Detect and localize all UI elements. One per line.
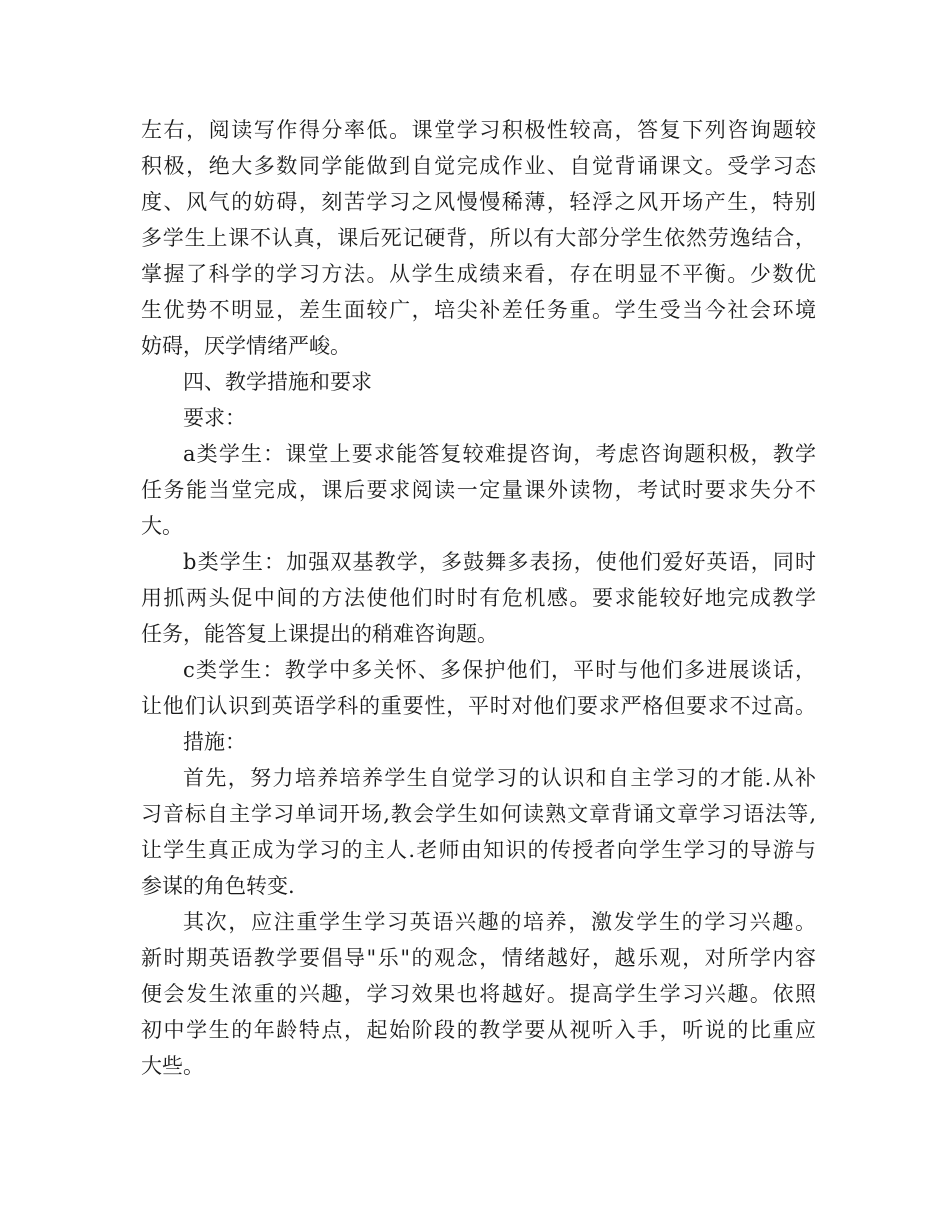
text-line: 首先，努力培养培养学生自觉学习的认识和自主学习的才能.从补: [183, 766, 816, 790]
text-line: 初中学生的年龄特点，起始阶段的教学要从视听入手，听说的比重应: [141, 1018, 816, 1042]
text-line: 生优势不明显，差生面较广，培尖补差任务重。学生受当今社会环境: [141, 298, 816, 322]
text-line: 参谋的角色转变.: [141, 874, 295, 898]
text-line: 度、风气的妨碍，刻苦学习之风慢慢稀薄，轻浮之风开场产生，特别: [141, 190, 816, 214]
text-line: 掌握了科学的学习方法。从学生成绩来看，存在明显不平衡。少数优: [141, 262, 816, 286]
subheading-measures: 措施：: [183, 730, 246, 754]
text-line: 左右，阅读写作得分率低。课堂学习积极性较高，答复下列咨询题较: [141, 118, 816, 142]
text-line: 便会发生浓重的兴趣，学习效果也将越好。提高学生学习兴趣。依照: [141, 982, 816, 1006]
text-line: c类学生：教学中多关怀、多保护他们，平时与他们多进展谈话，: [183, 658, 816, 682]
text-line: 新时期英语教学要倡导"乐"的观念，情绪越好，越乐观，对所学内容: [141, 946, 816, 970]
text-line: a类学生：课堂上要求能答复较难提咨询，考虑咨询题积极，教学: [183, 442, 816, 466]
text-line: 其次，应注重学生学习英语兴趣的培养，激发学生的学习兴趣。: [183, 910, 816, 934]
text-line: 习音标自主学习单词开场,教会学生如何读熟文章背诵文章学习语法等,: [141, 802, 816, 826]
text-line: 积极，绝大多数同学能做到自觉完成作业、自觉背诵课文。受学习态: [141, 154, 816, 178]
text-line: 任务能当堂完成，课后要求阅读一定量课外读物，考试时要求失分不: [141, 478, 816, 502]
text-line: 用抓两头促中间的方法使他们时时有危机感。要求能较好地完成教学: [141, 586, 816, 610]
text-line: 让他们认识到英语学科的重要性，平时对他们要求严格但要求不过高。: [141, 694, 816, 718]
body-text: [141, 112, 816, 1084]
text-line: 让学生真正成为学习的主人.老师由知识的传授者向学生学习的导游与: [141, 838, 816, 862]
subheading-requirements: 要求：: [183, 406, 246, 430]
text-line: 任务，能答复上课提出的稍难咨询题。: [141, 622, 498, 646]
text-line: 大。: [141, 514, 183, 538]
text-line: 妨碍，厌学情绪严峻。: [141, 334, 351, 358]
text-line: 多学生上课不认真，课后死记硬背，所以有大部分学生依然劳逸结合，: [141, 226, 816, 250]
text-line: b类学生：加强双基教学，多鼓舞多表扬，使他们爱好英语，同时: [183, 550, 816, 574]
text-line: 大些。: [141, 1054, 204, 1078]
section-heading: 四、教学措施和要求: [183, 370, 372, 394]
